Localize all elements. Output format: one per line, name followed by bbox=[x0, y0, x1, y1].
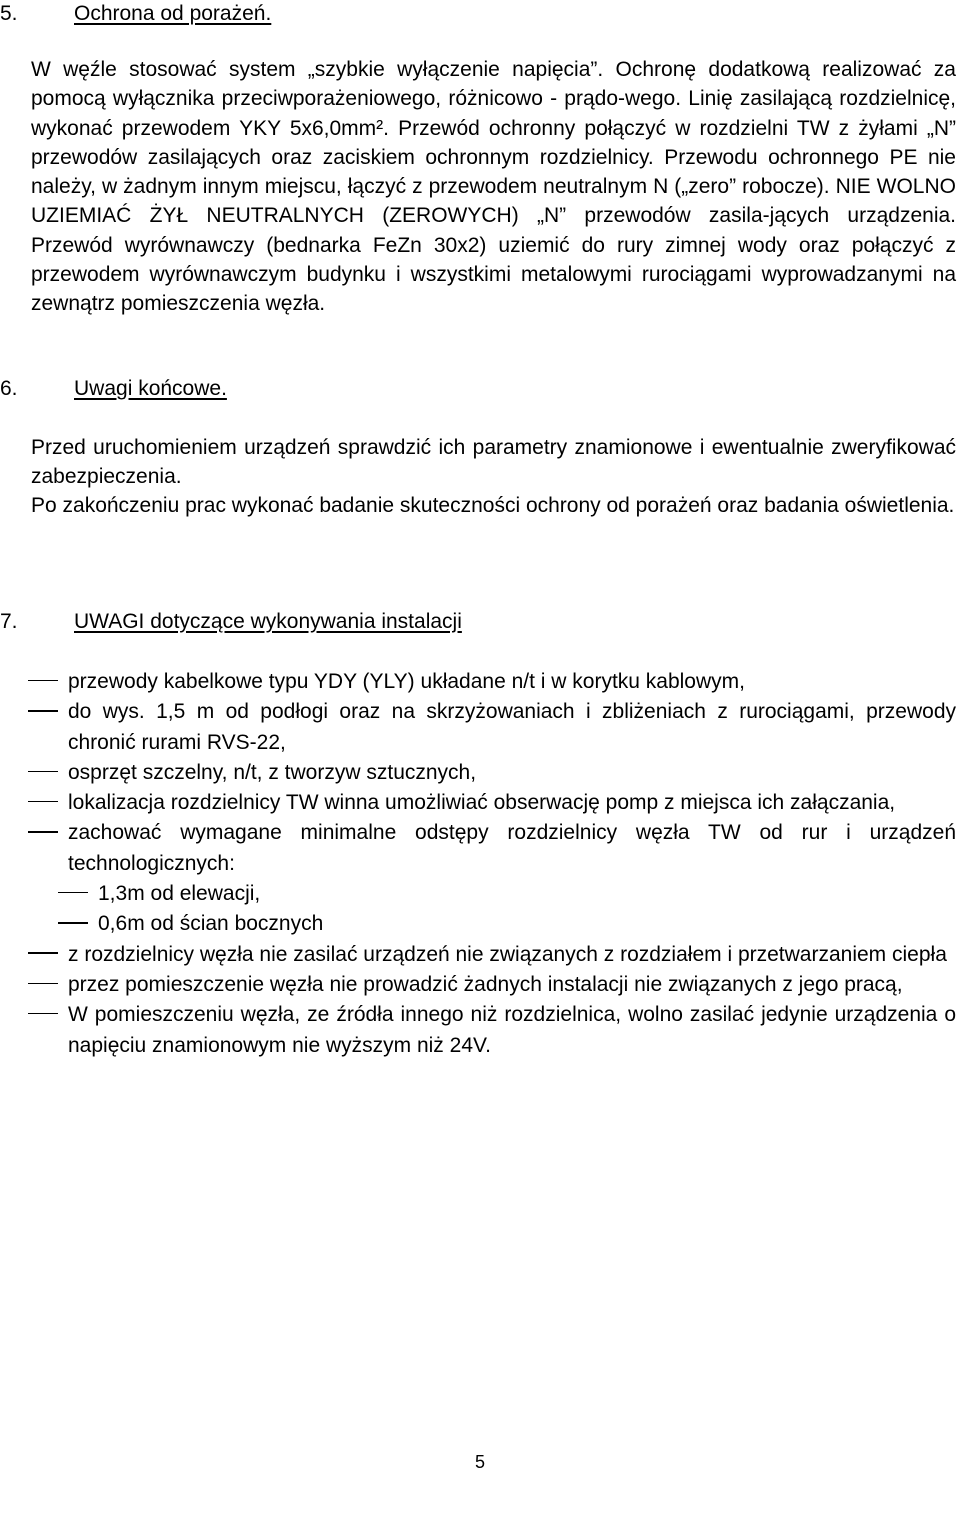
dash-bullet-icon bbox=[28, 788, 58, 818]
installation-notes-list bbox=[0, 667, 960, 1061]
list-item: W pomieszczeniu węzła, ze źródła innego niż rozdzielnica, wolno zasilać jedynie urządzenia o napięciu znamionowym nie wyższym niż 24V. bbox=[0, 1000, 956, 1061]
section-5-number: 5. bbox=[0, 2, 18, 25]
list-item: do wys. 1,5 m od podłogi oraz na skrzyżowaniach i zbliżeniach z rurociągami, przewody chronić rurami RVS-22, bbox=[0, 697, 956, 758]
list-item: przez pomieszczenie węzła nie prowadzić żadnych instalacji nie związanych z jego pracą, bbox=[0, 970, 956, 1000]
dash-bullet-icon bbox=[28, 758, 58, 788]
dash-bullet-icon bbox=[28, 940, 58, 970]
dash-bullet-icon bbox=[58, 879, 88, 909]
page-number: 5 bbox=[474, 1452, 485, 1472]
list-item: osprzęt szczelny, n/t, z tworzyw sztucznych, bbox=[0, 758, 956, 788]
dash-bullet-icon bbox=[28, 697, 58, 727]
dash-bullet-icon bbox=[28, 1000, 58, 1030]
sub-list-item: 0,6m od ścian bocznych bbox=[0, 909, 956, 939]
section-6-paragraph-1: Przed uruchomieniem urządzeń sprawdzić ich parametry znamionowe i ewentualnie zweryfikować zabezpieczenia. bbox=[31, 436, 956, 488]
section-7-title: UWAGI dotyczące wykonywania instalacji bbox=[74, 610, 462, 633]
dash-bullet-icon bbox=[28, 970, 58, 1000]
section-7-number: 7. bbox=[0, 610, 18, 633]
sub-list-item: 1,3m od elewacji, bbox=[0, 879, 956, 909]
section-6-number: 6. bbox=[0, 377, 18, 400]
section-5-title: Ochrona od porażeń. bbox=[74, 2, 272, 25]
list-item: lokalizacja rozdzielnicy TW winna umożliwiać obserwację pomp z miejsca ich załączania, bbox=[0, 788, 956, 818]
dash-bullet-icon bbox=[28, 818, 58, 848]
list-item: zachować wymagane minimalne odstępy rozdzielnicy węzła TW od rur i urządzeń technologicznych: bbox=[0, 818, 956, 879]
section-6-title: Uwagi końcowe. bbox=[74, 377, 227, 400]
section-5-body: W węźle stosować system „szybkie wyłączenie napięcia”. Ochronę dodatkową realizować za pomocą wyłącznika przeciwporażeniowego, różnicowo - prądo-wego. Linię zasilającą rozdzielnicę, wykonać przewodem YKY 5x6,0mm². Przewód ochronny połączyć w rozdzielni TW z żyłami „N” przewodów zasilających oraz zaciskiem ochronnym rozdzielnicy. Przewodu ochronnego PE nie należy, w żadnym innym miejscu, łączyć z przewodem neutralnym N („zero” robocze). NIE WOLNO UZIEMIAĆ ŻYŁ NEUTRALNYCH (ZEROWYCH) „N” przewodów zasila-jących urządzenia. Przewód wyrównawczy (bednarka FeZn 30x2) uziemić do rury zimnej wody oraz połączyć z przewodem wyrównawczym budynku i wszystkimi metalowymi rurociągami wyprowadzanymi na zewnątrz pomieszczenia węzła. bbox=[31, 58, 956, 316]
list-item: przewody kabelkowe typu YDY (YLY) układane n/t i w korytku kablowym, bbox=[0, 667, 956, 697]
dash-bullet-icon bbox=[28, 667, 58, 697]
list-item: z rozdzielnicy węzła nie zasilać urządzeń nie związanych z rozdziałem i przetwarzaniem ciepła bbox=[0, 940, 956, 970]
dash-bullet-icon bbox=[58, 909, 88, 939]
section-6-paragraph-2: Po zakończeniu prac wykonać badanie skuteczności ochrony od porażeń oraz badania oświetlenia. bbox=[31, 494, 955, 517]
